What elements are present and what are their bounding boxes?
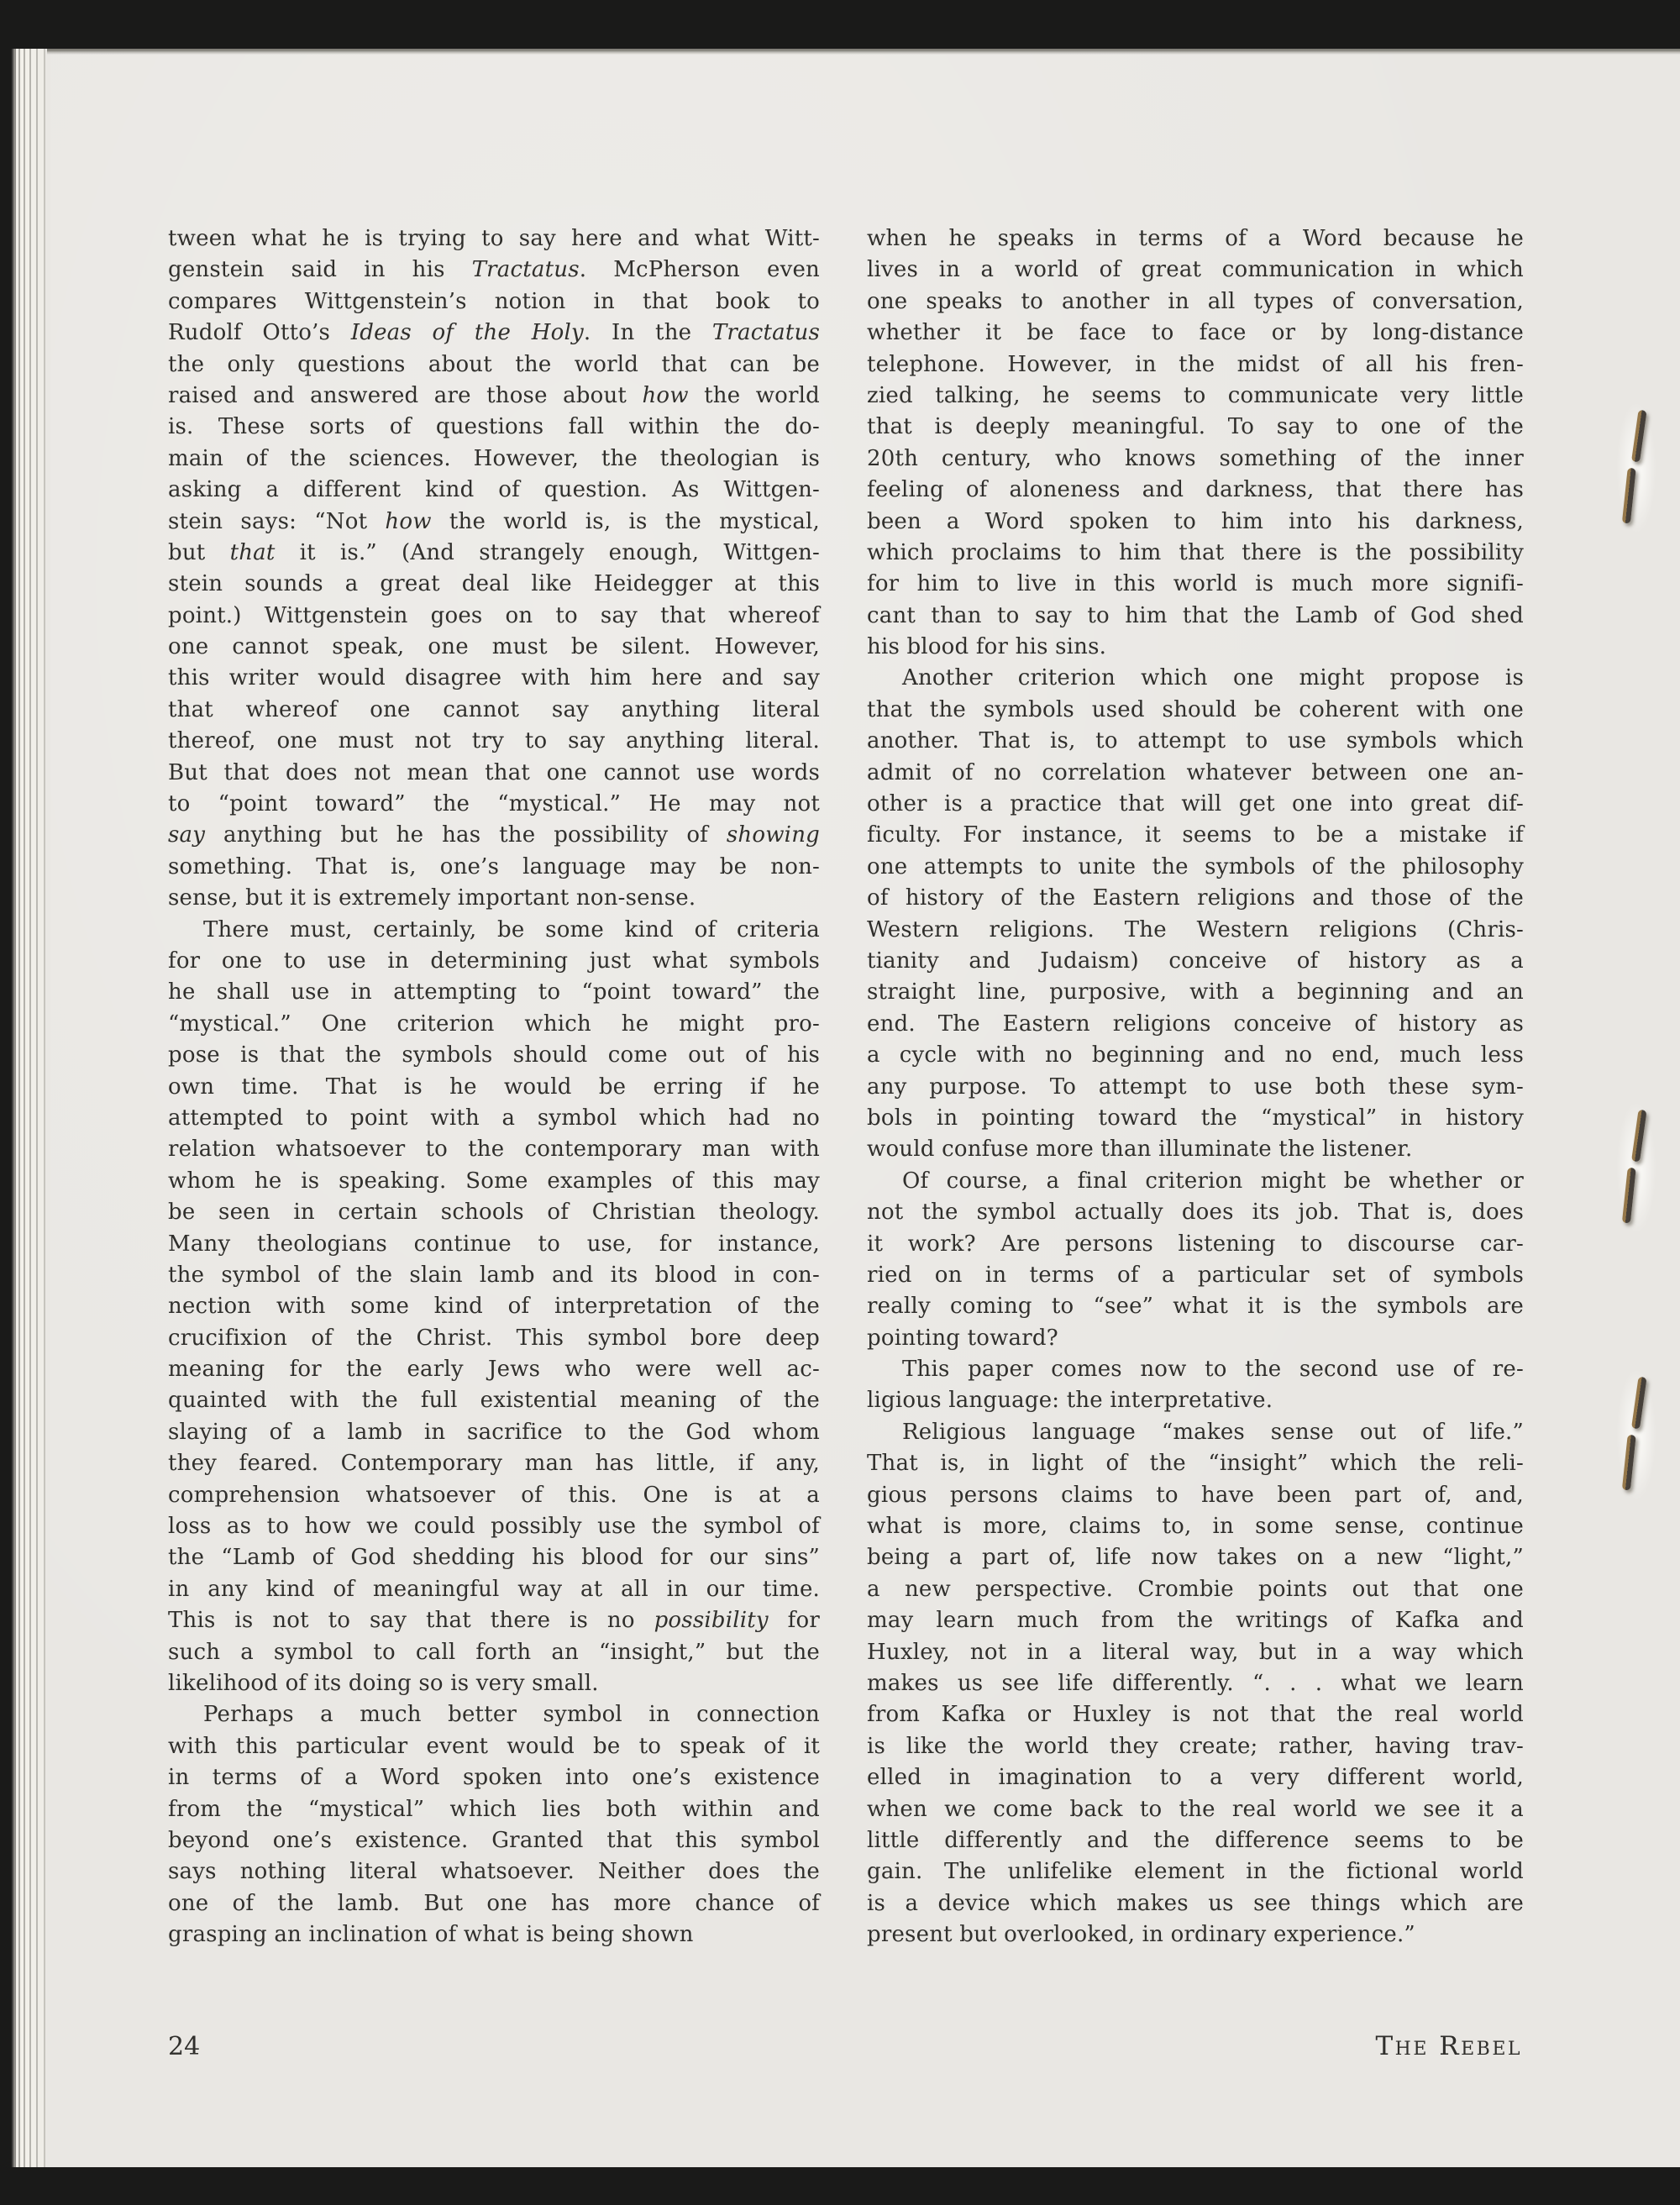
text-line: nection with some kind of interpretation of the bbox=[168, 1294, 820, 1320]
text-line: bols in pointing toward the “mystical” in history bbox=[867, 1105, 1524, 1131]
text-line: attempted to point with a symbol which had no bbox=[168, 1105, 820, 1131]
text-line: say anything but he has the possibility of showing bbox=[168, 822, 820, 848]
text-line: beyond one’s existence. Granted that this symbol bbox=[168, 1827, 820, 1853]
text-line: not the symbol actually does its job. That is, does bbox=[867, 1200, 1524, 1226]
staple-wire bbox=[1622, 1377, 1650, 1494]
paragraph bbox=[867, 663, 1524, 1165]
paragraph bbox=[867, 1354, 1524, 1417]
staple-mark bbox=[1622, 405, 1651, 531]
text-line: the only questions about the world that can be bbox=[168, 351, 820, 377]
text-line: ficulty. For instance, it seems to be a mistake if bbox=[867, 822, 1524, 848]
text-line: would confuse more than illuminate the listener. bbox=[867, 1137, 1413, 1163]
text-line: with this particular event would be to speak of it bbox=[168, 1733, 820, 1759]
text-line: a new perspective. Crombie points out that one bbox=[867, 1576, 1524, 1602]
page-top-edge bbox=[47, 49, 1680, 55]
text-line: sense, but it is extremely important non-sense. bbox=[168, 885, 696, 911]
text-line: lives in a world of great communication in which bbox=[867, 257, 1524, 283]
text-line: meaning for the early Jews who were well ac- bbox=[168, 1357, 820, 1383]
text-line: of history of the Eastern religions and those of the bbox=[867, 885, 1524, 911]
text-line: “mystical.” One criterion which he might pro- bbox=[168, 1011, 820, 1037]
text-line: other is a practice that will get one into great dif- bbox=[867, 791, 1524, 817]
text-line: to “point toward” the “mystical.” He may not bbox=[168, 791, 820, 817]
text-line: Religious language “makes sense out of life.” bbox=[902, 1419, 1524, 1445]
text-line: when we come back to the real world we see it a bbox=[867, 1796, 1524, 1822]
text-line: been a Word spoken to him into his darkness, bbox=[867, 508, 1524, 534]
paragraph bbox=[867, 223, 1524, 663]
text-line: whom he is speaking. Some examples of this may bbox=[168, 1168, 820, 1194]
text-line: that is deeply meaningful. To say to one of the bbox=[867, 414, 1524, 440]
text-line: any purpose. To attempt to use both these sym- bbox=[867, 1074, 1524, 1100]
text-line: stein says: “Not how the world is, is the mystical, bbox=[168, 508, 821, 534]
text-line: grasping an inclination of what is being shown bbox=[168, 1922, 694, 1948]
text-line: gious persons claims to have been part of, and, bbox=[867, 1482, 1524, 1508]
text-line: the symbol of the slain lamb and its blood in con- bbox=[168, 1262, 820, 1288]
text-line: straight line, purposive, with a beginning and an bbox=[867, 979, 1524, 1005]
text-line: really coming to “see” what it is the symbols are bbox=[867, 1294, 1524, 1320]
text-line: when he speaks in terms of a Word because he bbox=[867, 226, 1524, 251]
text-line: main of the sciences. However, the theologian is bbox=[168, 445, 820, 471]
text-columns bbox=[168, 223, 1524, 1950]
text-line: little differently and the difference seems to be bbox=[867, 1827, 1524, 1853]
left-column bbox=[168, 223, 820, 1950]
text-line: Huxley, not in a literal way, but in a way which bbox=[867, 1639, 1524, 1665]
staple-wire bbox=[1622, 410, 1650, 527]
text-line: Another criterion which one might propose is bbox=[902, 665, 1524, 691]
text-line: from the “mystical” which lies both within and bbox=[168, 1796, 820, 1822]
paragraph bbox=[168, 223, 820, 915]
text-line: asking a different kind of question. As Wittgen- bbox=[168, 477, 820, 503]
text-line: says nothing literal whatsoever. Neither does the bbox=[168, 1859, 820, 1885]
text-line: relation whatsoever to the contemporary man with bbox=[168, 1137, 820, 1163]
text-line: one of the lamb. But one has more chance of bbox=[168, 1890, 820, 1916]
text-line: compares Wittgenstein’s notion in that book to bbox=[168, 288, 820, 314]
text-line: he shall use in attempting to “point toward” the bbox=[168, 979, 820, 1005]
text-line: whether it be face to face or by long-distance bbox=[867, 320, 1524, 346]
text-line: something. That is, one’s language may be non- bbox=[168, 853, 820, 879]
text-line: zied talking, he seems to communicate very little bbox=[867, 382, 1524, 408]
text-line: genstein said in his Tractatus. McPherson even bbox=[168, 257, 820, 283]
text-line: from Kafka or Huxley is not that the real world bbox=[867, 1702, 1524, 1728]
text-line: another. That is, to attempt to use symbols which bbox=[867, 728, 1524, 754]
text-line: the “Lamb of God shedding his blood for our sins” bbox=[168, 1545, 820, 1571]
text-line: but that it is.” (And strangely enough, Wittgen- bbox=[168, 539, 820, 565]
text-line: for one to use in determining just what symbols bbox=[168, 948, 820, 974]
text-line: feeling of aloneness and darkness, that there has bbox=[867, 477, 1524, 503]
text-line: ligious language: the interpretative. bbox=[867, 1388, 1273, 1414]
text-line: admit of no correlation whatever between one an- bbox=[867, 759, 1524, 785]
text-line: stein sounds a great deal like Heidegger at this bbox=[168, 571, 820, 597]
text-line: This is not to say that there is no possibility for bbox=[168, 1608, 820, 1634]
text-line: Of course, a final criterion might be whether or bbox=[902, 1168, 1524, 1194]
text-line: in terms of a Word spoken into one’s existence bbox=[168, 1765, 820, 1791]
text-line: this writer would disagree with him here and say bbox=[168, 665, 820, 691]
text-line: is. These sorts of questions fall within the do- bbox=[168, 414, 820, 440]
text-line: point.) Wittgenstein goes on to say that whereof bbox=[168, 602, 820, 628]
staple-wire bbox=[1622, 1110, 1650, 1226]
text-line: loss as to how we could possibly use the symbol of bbox=[168, 1514, 820, 1540]
text-line: it work? Are persons listening to discourse car- bbox=[867, 1231, 1524, 1257]
text-line: cant than to say to him that the Lamb of God shed bbox=[867, 602, 1524, 628]
text-line: Perhaps a much better symbol in connection bbox=[203, 1702, 820, 1728]
paragraph bbox=[168, 1699, 820, 1950]
text-line: tianity and Judaism) conceive of history as a bbox=[867, 948, 1524, 974]
text-line: slaying of a lamb in sacrifice to the God whom bbox=[168, 1419, 820, 1445]
text-line: Many theologians continue to use, for instance, bbox=[168, 1231, 820, 1257]
text-line: There must, certainly, be some kind of criteria bbox=[203, 916, 820, 942]
text-line: raised and answered are those about how the world bbox=[168, 382, 821, 408]
text-line: being a part of, life now takes on a new “light,” bbox=[867, 1545, 1524, 1571]
text-line: elled in imagination to a very different world, bbox=[867, 1765, 1524, 1791]
paragraph bbox=[168, 915, 820, 1700]
text-line: a cycle with no beginning and no end, much less bbox=[867, 1042, 1524, 1068]
text-line: one speaks to another in all types of conversation, bbox=[867, 288, 1524, 314]
text-line: what is more, claims to, in some sense, continue bbox=[867, 1514, 1524, 1540]
paragraph bbox=[867, 1166, 1524, 1354]
text-line: may learn much from the writings of Kafka and bbox=[867, 1608, 1524, 1634]
text-line: present but overlooked, in ordinary experience.” bbox=[867, 1922, 1415, 1948]
text-line: makes us see life differently. “. . . what we learn bbox=[867, 1670, 1524, 1696]
text-line: one attempts to unite the symbols of the philosophy bbox=[867, 853, 1524, 879]
text-line: tween what he is trying to say here and what Witt- bbox=[168, 226, 820, 251]
text-line: crucifixion of the Christ. This symbol bore deep bbox=[168, 1325, 820, 1351]
text-line: quainted with the full existential meaning of the bbox=[168, 1388, 820, 1414]
staple-mark bbox=[1622, 1372, 1651, 1498]
text-line: This paper comes now to the second use of re- bbox=[902, 1357, 1524, 1383]
text-line: pointing toward? bbox=[867, 1325, 1058, 1351]
text-line: be seen in certain schools of Christian theology. bbox=[168, 1200, 820, 1226]
paragraph bbox=[867, 1417, 1524, 1951]
page-edge-stack bbox=[12, 49, 50, 2167]
text-line: one cannot speak, one must be silent. However, bbox=[168, 634, 820, 660]
text-line: telephone. However, in the midst of all his fren- bbox=[867, 351, 1524, 377]
text-line: such a symbol to call forth an “insight,” but the bbox=[168, 1639, 820, 1665]
page-footer bbox=[168, 2031, 1522, 2061]
text-line: gain. The unlifelike element in the fictional world bbox=[867, 1859, 1524, 1885]
text-line: his blood for his sins. bbox=[867, 634, 1107, 660]
text-line: 20th century, who knows something of the inner bbox=[867, 445, 1524, 471]
text-line: ried on in terms of a particular set of symbols bbox=[867, 1262, 1524, 1288]
text-line: Rudolf Otto’s Ideas of the Holy. In the Tractatus bbox=[168, 320, 821, 346]
publication-title: The Rebel bbox=[1375, 2031, 1522, 2061]
text-line: That is, in light of the “insight” which the reli- bbox=[867, 1451, 1524, 1477]
right-column bbox=[867, 223, 1524, 1950]
text-line: own time. That is he would be erring if he bbox=[168, 1074, 820, 1100]
text-line: is a device which makes us see things which are bbox=[867, 1890, 1524, 1916]
page-number: 24 bbox=[168, 2032, 201, 2061]
text-line: end. The Eastern religions conceive of history as bbox=[867, 1011, 1524, 1037]
text-line: for him to live in this world is much more signifi- bbox=[867, 571, 1524, 597]
text-line: thereof, one must not try to say anything literal. bbox=[168, 728, 820, 754]
text-line: which proclaims to him that there is the possibility bbox=[867, 539, 1524, 565]
staple-mark bbox=[1622, 1105, 1651, 1231]
text-line: that the symbols used should be coherent with one bbox=[867, 696, 1524, 722]
text-line: that whereof one cannot say anything literal bbox=[168, 696, 820, 722]
text-line: comprehension whatsoever of this. One is at a bbox=[168, 1482, 820, 1508]
text-line: they feared. Contemporary man has little, if any, bbox=[168, 1451, 820, 1477]
text-line: Western religions. The Western religions (Chris- bbox=[867, 916, 1524, 942]
text-line: is like the world they create; rather, having trav- bbox=[867, 1733, 1524, 1759]
magazine-page bbox=[12, 49, 1680, 2167]
text-line: in any kind of meaningful way at all in our time. bbox=[168, 1576, 820, 1602]
text-line: But that does not mean that one cannot use words bbox=[168, 759, 820, 785]
text-line: likelihood of its doing so is very small. bbox=[168, 1670, 599, 1696]
text-line: pose is that the symbols should come out of his bbox=[168, 1042, 820, 1068]
